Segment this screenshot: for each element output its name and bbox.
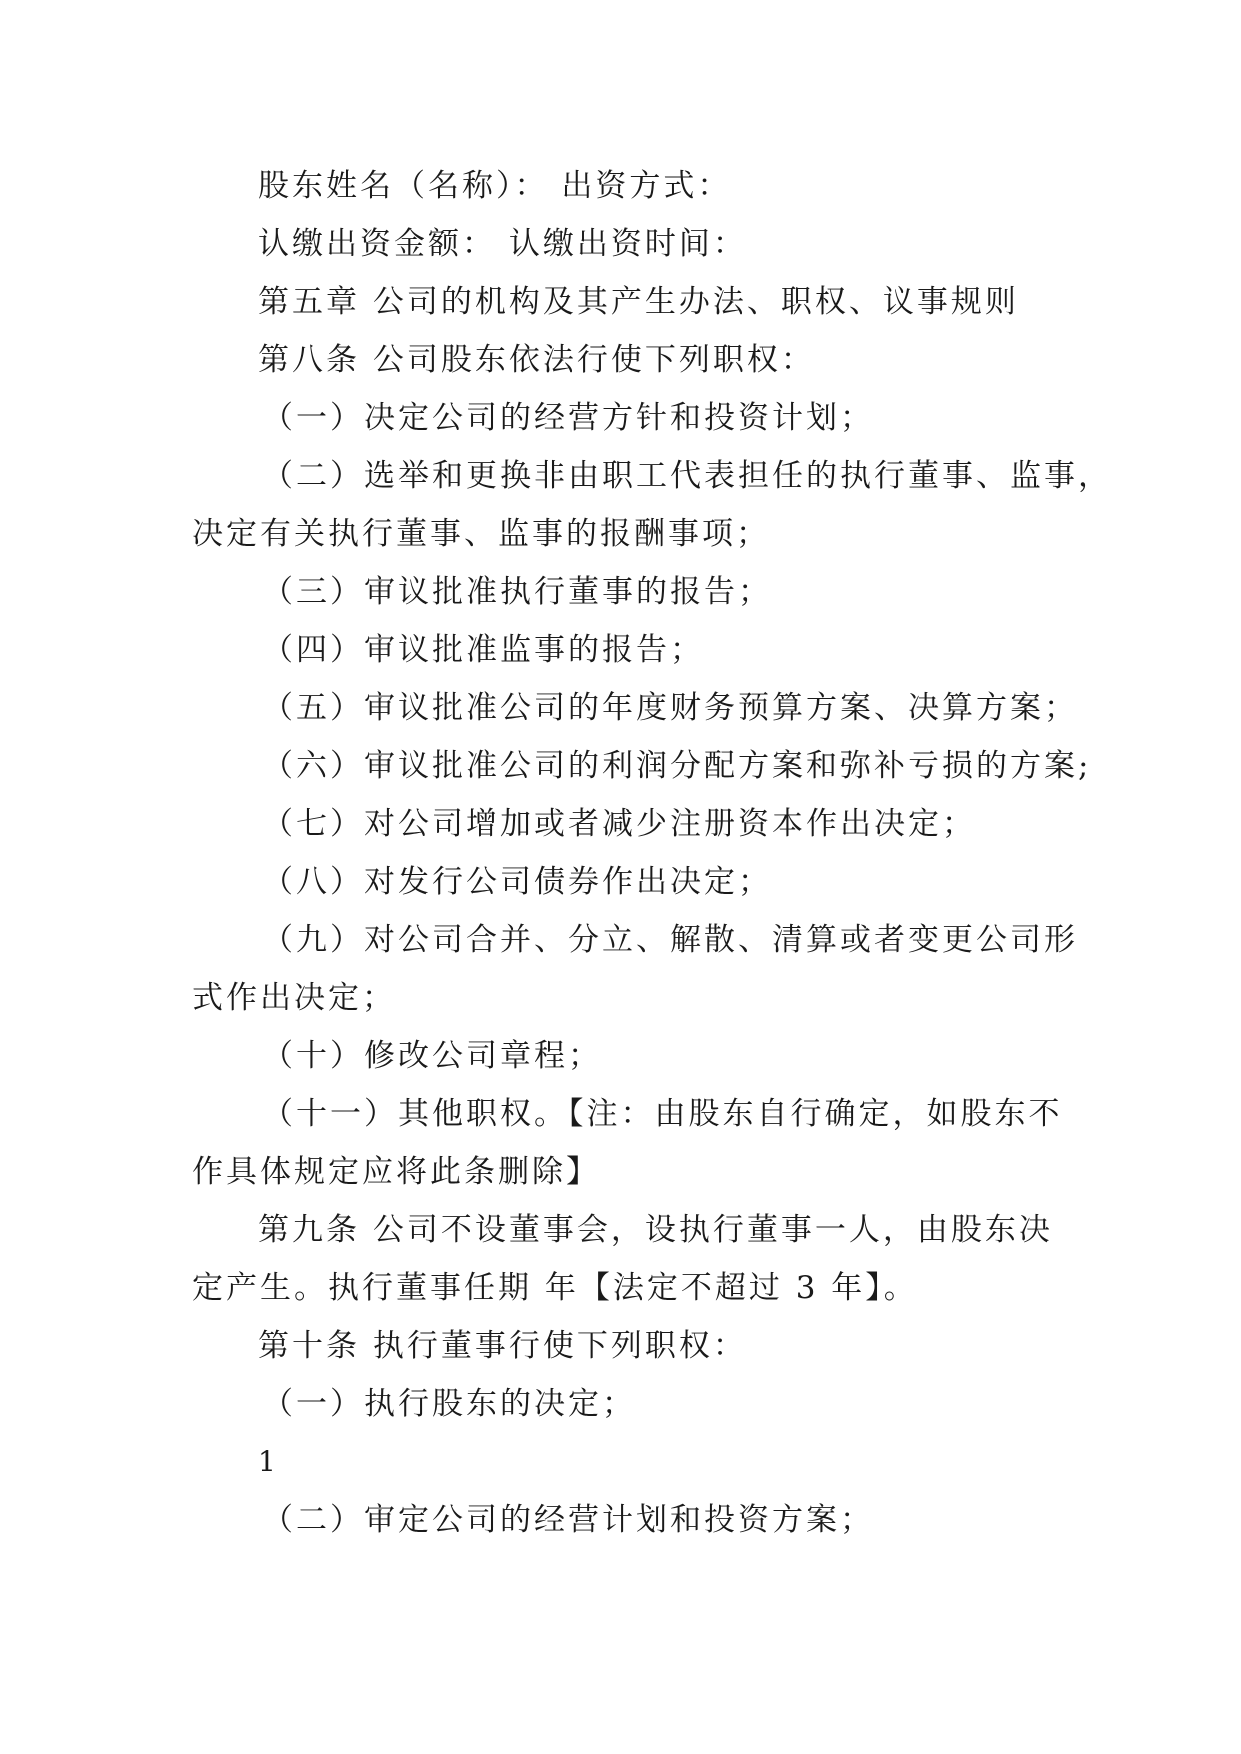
article-ten-item-1: （一）执行股东的决定； xyxy=(262,1386,636,1422)
shareholder-name-line: 股东姓名（名称）： 出资方式： xyxy=(258,168,732,204)
chapter-five-heading: 第五章 公司的机构及其产生办法、职权、议事规则 xyxy=(258,284,1019,320)
article-eight-item-2-cont: 决定有关执行董事、监事的报酬事项； xyxy=(192,516,770,552)
article-eight-item-3: （三）审议批准执行董事的报告； xyxy=(262,574,772,610)
article-eight-item-8: （八）对发行公司债券作出决定； xyxy=(262,864,772,900)
article-ten-heading: 第十条 执行董事行使下列职权： xyxy=(258,1328,747,1364)
article-ten-item-2: （二）审定公司的经营计划和投资方案； xyxy=(262,1502,874,1538)
article-eight-heading: 第八条 公司股东依法行使下列职权： xyxy=(258,342,815,378)
article-eight-item-6: （六）审议批准公司的利润分配方案和弥补亏损的方案; xyxy=(262,748,1092,784)
article-nine-cont: 定产生。执行董事任期 年【法定不超过 3 年】。 xyxy=(192,1270,918,1306)
article-eight-item-11-cont: 作具体规定应将此条删除】 xyxy=(192,1154,600,1190)
subscribed-capital-line: 认缴出资金额： 认缴出资时间： xyxy=(258,226,747,262)
article-eight-item-11: （十一）其他职权。【注：由股东自行确定，如股东不 xyxy=(262,1096,1063,1132)
article-eight-item-7: （七）对公司增加或者减少注册资本作出决定； xyxy=(262,806,976,842)
article-eight-item-1: （一）决定公司的经营方针和投资计划； xyxy=(262,400,874,436)
page-number: 1 xyxy=(258,1445,279,1478)
article-eight-item-5: （五）审议批准公司的年度财务预算方案、决算方案； xyxy=(262,690,1078,726)
article-eight-item-9: （九）对公司合并、分立、解散、清算或者变更公司形 xyxy=(262,922,1078,958)
article-nine-line: 第九条 公司不设董事会，设执行董事一人，由股东决 xyxy=(258,1212,1053,1248)
article-eight-item-10: （十）修改公司章程； xyxy=(262,1038,602,1074)
article-eight-item-4: （四）审议批准监事的报告； xyxy=(262,632,704,668)
article-eight-item-2: （二）选举和更换非由职工代表担任的执行董事、监事， xyxy=(262,458,1112,494)
article-eight-item-9-cont: 式作出决定； xyxy=(192,980,396,1016)
